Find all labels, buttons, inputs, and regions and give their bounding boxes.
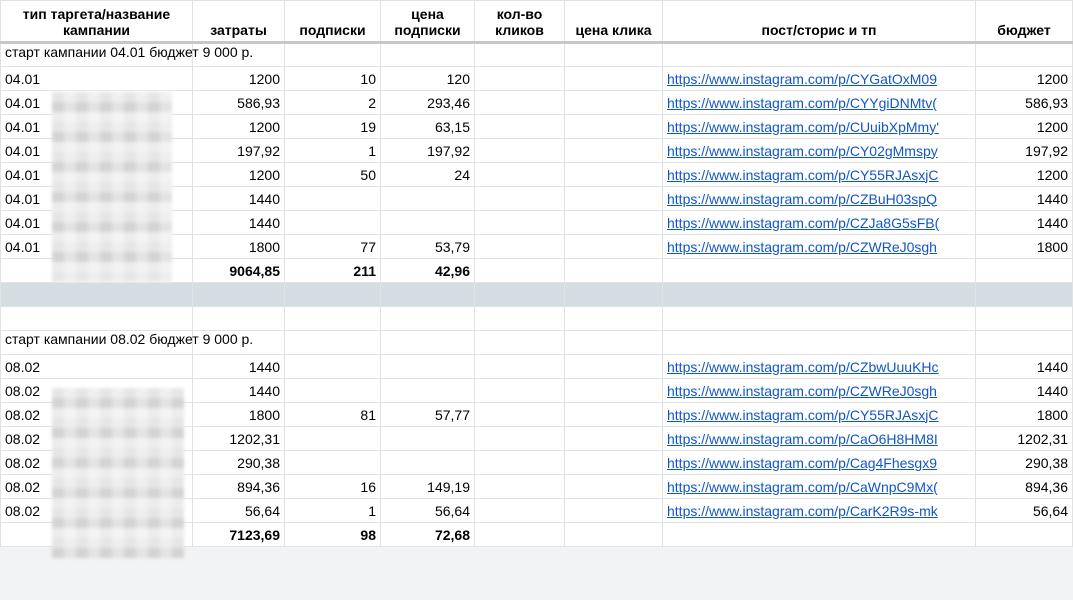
cost-cell[interactable]: 1800 xyxy=(193,235,285,259)
subs-cell[interactable]: 2 xyxy=(285,91,381,115)
campaign-1-total-row xyxy=(1,259,1073,283)
subs-cell[interactable]: 1 xyxy=(285,499,381,523)
cell[interactable] xyxy=(475,307,565,331)
table-row xyxy=(1,163,1073,187)
cell[interactable] xyxy=(475,259,565,283)
budget-cell[interactable]: 894,36 xyxy=(976,475,1073,499)
budget-cell[interactable]: 1440 xyxy=(976,211,1073,235)
date-cell[interactable]: 04.01 xyxy=(1,235,193,259)
cost-cell[interactable]: 197,92 xyxy=(193,139,285,163)
total-subs-cell[interactable]: 98 xyxy=(285,523,381,547)
table-row xyxy=(1,235,1073,259)
cell[interactable] xyxy=(193,283,285,307)
cost-cell[interactable]: 56,64 xyxy=(193,499,285,523)
subs-cell[interactable] xyxy=(285,379,381,403)
clicks-cell[interactable] xyxy=(475,163,565,187)
date-cell[interactable]: 08.02 xyxy=(1,475,193,499)
cell[interactable] xyxy=(475,523,565,547)
cell[interactable] xyxy=(565,307,663,331)
header-click-price[interactable]: цена клика xyxy=(565,1,663,43)
subs-cell[interactable] xyxy=(285,451,381,475)
budget-cell[interactable]: 1200 xyxy=(976,67,1073,91)
table-row xyxy=(1,115,1073,139)
subs-cell[interactable]: 19 xyxy=(285,115,381,139)
total-cost-cell[interactable]: 9064,85 xyxy=(193,259,285,283)
clicks-cell[interactable] xyxy=(475,115,565,139)
sub-price-cell[interactable]: 293,46 xyxy=(381,91,475,115)
sub-price-cell[interactable]: 53,79 xyxy=(381,235,475,259)
date-cell[interactable]: 08.02 xyxy=(1,427,193,451)
click-price-cell[interactable] xyxy=(565,163,663,187)
cell[interactable] xyxy=(976,523,1073,547)
click-price-cell[interactable] xyxy=(565,115,663,139)
date-cell[interactable]: 08.02 xyxy=(1,379,193,403)
click-price-cell[interactable] xyxy=(565,67,663,91)
post-link[interactable]: https://www.instagram.com/p/CYYgiDNMtv( xyxy=(663,91,976,115)
separator-row xyxy=(1,283,1073,307)
cost-cell[interactable]: 1202,31 xyxy=(193,427,285,451)
click-price-cell[interactable] xyxy=(565,403,663,427)
budget-cell[interactable]: 586,93 xyxy=(976,91,1073,115)
cell[interactable] xyxy=(285,331,381,355)
cell[interactable] xyxy=(663,307,976,331)
post-link[interactable]: https://www.instagram.com/p/CZWReJ0sgh xyxy=(663,379,976,403)
cost-cell[interactable]: 1440 xyxy=(193,211,285,235)
cell[interactable] xyxy=(663,43,976,67)
cell[interactable] xyxy=(663,283,976,307)
cell[interactable] xyxy=(381,307,475,331)
table-row xyxy=(1,427,1073,451)
cost-cell[interactable]: 586,93 xyxy=(193,91,285,115)
cost-cell[interactable]: 1440 xyxy=(193,379,285,403)
clicks-cell[interactable] xyxy=(475,211,565,235)
cell[interactable] xyxy=(663,523,976,547)
cell[interactable] xyxy=(381,43,475,67)
click-price-cell[interactable] xyxy=(565,355,663,379)
clicks-cell[interactable] xyxy=(475,475,565,499)
post-link[interactable]: https://www.instagram.com/p/CaWnpC9Mx( xyxy=(663,475,976,499)
cell[interactable] xyxy=(1,259,193,283)
post-link[interactable]: https://www.instagram.com/p/CZBuH03spQ xyxy=(663,187,976,211)
budget-cell[interactable]: 1440 xyxy=(976,187,1073,211)
header-budget[interactable]: бюджет xyxy=(976,1,1073,43)
cost-cell[interactable]: 894,36 xyxy=(193,475,285,499)
clicks-cell[interactable] xyxy=(475,235,565,259)
clicks-cell[interactable] xyxy=(475,499,565,523)
sub-price-cell[interactable]: 57,77 xyxy=(381,403,475,427)
budget-cell[interactable]: 1200 xyxy=(976,115,1073,139)
cell[interactable] xyxy=(285,43,381,67)
sub-price-cell[interactable] xyxy=(381,427,475,451)
campaign-2-label-row xyxy=(1,331,1073,355)
click-price-cell[interactable] xyxy=(565,235,663,259)
cell[interactable] xyxy=(976,283,1073,307)
post-link[interactable]: https://www.instagram.com/p/CZWReJ0sgh xyxy=(663,235,976,259)
click-price-cell[interactable] xyxy=(565,427,663,451)
table-row xyxy=(1,91,1073,115)
sub-price-cell[interactable] xyxy=(381,211,475,235)
header-type[interactable]: тип таргета/название кампании xyxy=(1,1,193,43)
click-price-cell[interactable] xyxy=(565,475,663,499)
budget-cell[interactable]: 290,38 xyxy=(976,451,1073,475)
cell[interactable] xyxy=(475,331,565,355)
subs-cell[interactable]: 1 xyxy=(285,139,381,163)
cell[interactable] xyxy=(193,307,285,331)
table-row xyxy=(1,139,1073,163)
date-cell[interactable]: 04.01 xyxy=(1,139,193,163)
clicks-cell[interactable] xyxy=(475,187,565,211)
subs-cell[interactable] xyxy=(285,427,381,451)
table-row xyxy=(1,499,1073,523)
campaign-1-label[interactable]: старт кампании 04.01 бюджет 9 000 р. xyxy=(1,43,193,67)
cell[interactable] xyxy=(565,259,663,283)
click-price-cell[interactable] xyxy=(565,187,663,211)
sub-price-cell[interactable] xyxy=(381,451,475,475)
date-cell[interactable]: 04.01 xyxy=(1,115,193,139)
clicks-cell[interactable] xyxy=(475,379,565,403)
cell[interactable] xyxy=(1,523,193,547)
table-row xyxy=(1,211,1073,235)
sub-price-cell[interactable]: 120 xyxy=(381,67,475,91)
table-row xyxy=(1,403,1073,427)
cell[interactable] xyxy=(475,283,565,307)
click-price-cell[interactable] xyxy=(565,499,663,523)
cost-cell[interactable]: 290,38 xyxy=(193,451,285,475)
campaign-1-label-row xyxy=(1,43,1073,67)
date-cell[interactable]: 04.01 xyxy=(1,211,193,235)
cost-cell[interactable]: 1200 xyxy=(193,163,285,187)
budget-cell[interactable]: 1202,31 xyxy=(976,427,1073,451)
table-row xyxy=(1,67,1073,91)
date-cell[interactable]: 04.01 xyxy=(1,187,193,211)
cell[interactable] xyxy=(976,259,1073,283)
cost-cell[interactable]: 1200 xyxy=(193,115,285,139)
table-row xyxy=(1,355,1073,379)
budget-cell[interactable]: 56,64 xyxy=(976,499,1073,523)
sub-price-cell[interactable]: 56,64 xyxy=(381,499,475,523)
clicks-cell[interactable] xyxy=(475,403,565,427)
budget-cell[interactable]: 197,92 xyxy=(976,139,1073,163)
sheet-bottom-bar xyxy=(0,588,1072,600)
subs-cell[interactable] xyxy=(285,187,381,211)
budget-cell[interactable]: 1800 xyxy=(976,403,1073,427)
total-sub-price-cell[interactable]: 42,96 xyxy=(381,259,475,283)
clicks-cell[interactable] xyxy=(475,355,565,379)
cell[interactable] xyxy=(381,331,475,355)
clicks-cell[interactable] xyxy=(475,67,565,91)
budget-cell[interactable]: 1440 xyxy=(976,379,1073,403)
cell[interactable] xyxy=(565,283,663,307)
cell[interactable] xyxy=(565,43,663,67)
click-price-cell[interactable] xyxy=(565,211,663,235)
sub-price-cell[interactable]: 24 xyxy=(381,163,475,187)
header-subs[interactable]: подписки xyxy=(285,1,381,43)
header-post[interactable]: пост/сторис и тп xyxy=(663,1,976,43)
sub-price-cell[interactable] xyxy=(381,187,475,211)
post-link[interactable]: https://www.instagram.com/p/Cag4Fhesgx9 xyxy=(663,451,976,475)
date-cell[interactable]: 04.01 xyxy=(1,91,193,115)
sub-price-cell[interactable]: 63,15 xyxy=(381,115,475,139)
clicks-cell[interactable] xyxy=(475,427,565,451)
click-price-cell[interactable] xyxy=(565,451,663,475)
click-price-cell[interactable] xyxy=(565,139,663,163)
post-link[interactable]: https://www.instagram.com/p/CYGatOxM09 xyxy=(663,67,976,91)
post-link[interactable]: https://www.instagram.com/p/CY02gMmspy xyxy=(663,139,976,163)
cost-cell[interactable]: 1440 xyxy=(193,355,285,379)
campaign-2-total-row xyxy=(1,523,1073,547)
post-link[interactable]: https://www.instagram.com/p/CaO6H8HM8I xyxy=(663,427,976,451)
cell[interactable] xyxy=(475,43,565,67)
post-link[interactable]: https://www.instagram.com/p/CUuibXpMmy' xyxy=(663,115,976,139)
cost-cell[interactable]: 1440 xyxy=(193,187,285,211)
subs-cell[interactable]: 50 xyxy=(285,163,381,187)
cost-cell[interactable]: 1800 xyxy=(193,403,285,427)
date-cell[interactable]: 08.02 xyxy=(1,355,193,379)
sub-price-cell[interactable]: 149,19 xyxy=(381,475,475,499)
cell[interactable] xyxy=(565,523,663,547)
table-row xyxy=(1,475,1073,499)
total-subs-cell[interactable]: 211 xyxy=(285,259,381,283)
clicks-cell[interactable] xyxy=(475,139,565,163)
budget-cell[interactable]: 1200 xyxy=(976,163,1073,187)
table-row xyxy=(1,187,1073,211)
post-link[interactable]: https://www.instagram.com/p/CY55RJAsxjC xyxy=(663,403,976,427)
date-cell[interactable]: 04.01 xyxy=(1,163,193,187)
header-row xyxy=(1,1,1073,43)
cell[interactable] xyxy=(976,331,1073,355)
campaign-2-label[interactable]: старт кампании 08.02 бюджет 9 000 р. xyxy=(1,331,193,355)
subs-cell[interactable]: 16 xyxy=(285,475,381,499)
cell[interactable] xyxy=(565,331,663,355)
cell[interactable] xyxy=(1,283,193,307)
post-link[interactable]: https://www.instagram.com/p/CZJa8G5sFB( xyxy=(663,211,976,235)
subs-cell[interactable] xyxy=(285,211,381,235)
cell[interactable] xyxy=(976,307,1073,331)
cell[interactable] xyxy=(381,283,475,307)
cell[interactable] xyxy=(976,43,1073,67)
header-cost[interactable]: затраты xyxy=(193,1,285,43)
blank-row xyxy=(1,307,1073,331)
clicks-cell[interactable] xyxy=(475,451,565,475)
subs-cell[interactable] xyxy=(285,355,381,379)
cell[interactable] xyxy=(663,331,976,355)
subs-cell[interactable]: 10 xyxy=(285,67,381,91)
budget-cell[interactable]: 1440 xyxy=(976,355,1073,379)
date-cell[interactable]: 04.01 xyxy=(1,67,193,91)
header-clicks[interactable]: кол-во кликов xyxy=(475,1,565,43)
sub-price-cell[interactable] xyxy=(381,379,475,403)
cost-cell[interactable]: 1200 xyxy=(193,67,285,91)
sub-price-cell[interactable]: 197,92 xyxy=(381,139,475,163)
budget-cell[interactable]: 1800 xyxy=(976,235,1073,259)
click-price-cell[interactable] xyxy=(565,379,663,403)
date-cell[interactable]: 08.02 xyxy=(1,403,193,427)
sub-price-cell[interactable] xyxy=(381,355,475,379)
post-link[interactable]: https://www.instagram.com/p/CZbwUuuKHc xyxy=(663,355,976,379)
table-row xyxy=(1,451,1073,475)
cell[interactable] xyxy=(663,259,976,283)
total-cost-cell[interactable]: 7123,69 xyxy=(193,523,285,547)
date-cell[interactable]: 08.02 xyxy=(1,499,193,523)
table-row xyxy=(1,379,1073,403)
click-price-cell[interactable] xyxy=(565,91,663,115)
header-sub-price[interactable]: цена подписки xyxy=(381,1,475,43)
cell[interactable] xyxy=(285,307,381,331)
subs-cell[interactable]: 81 xyxy=(285,403,381,427)
total-sub-price-cell[interactable]: 72,68 xyxy=(381,523,475,547)
date-cell[interactable]: 08.02 xyxy=(1,451,193,475)
cell[interactable] xyxy=(1,307,193,331)
post-link[interactable]: https://www.instagram.com/p/CY55RJAsxjC xyxy=(663,163,976,187)
clicks-cell[interactable] xyxy=(475,91,565,115)
subs-cell[interactable]: 77 xyxy=(285,235,381,259)
cell[interactable] xyxy=(285,283,381,307)
post-link[interactable]: https://www.instagram.com/p/CarK2R9s-mk xyxy=(663,499,976,523)
